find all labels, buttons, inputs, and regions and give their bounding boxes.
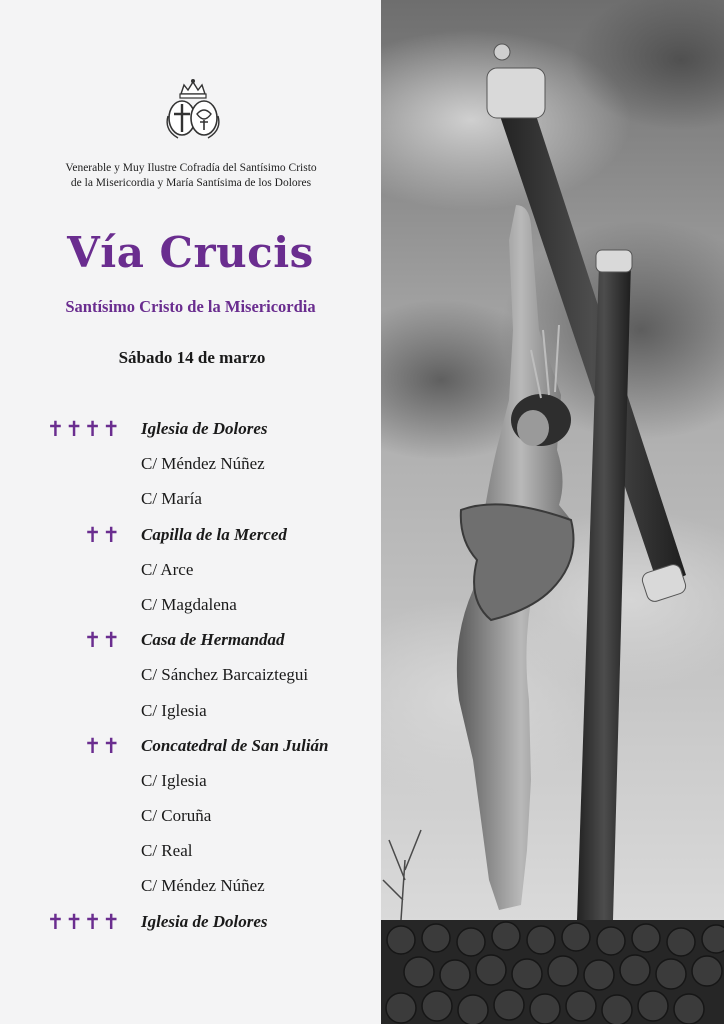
route-stop-name: Concatedral de San Julián bbox=[141, 735, 329, 755]
route-stop-name: C/ Coruña bbox=[141, 806, 212, 826]
event-date: Sábado 14 de marzo bbox=[118, 348, 266, 367]
route-street bbox=[0, 659, 381, 694]
route-station bbox=[0, 413, 381, 448]
route-stop-name: C/ María bbox=[141, 489, 202, 509]
route-station bbox=[0, 906, 381, 941]
route-stop-name: Iglesia de Dolores bbox=[141, 911, 268, 931]
page-title: Vía Crucis bbox=[67, 228, 314, 277]
brotherhood-name bbox=[20, 161, 362, 191]
route-street bbox=[0, 800, 381, 835]
crucifix-photo-image bbox=[381, 0, 724, 1024]
route-street bbox=[0, 695, 381, 730]
route-stop-name: C/ Real bbox=[141, 841, 193, 861]
route-street bbox=[0, 589, 381, 624]
route-stop-name: C/ Méndez Núñez bbox=[141, 454, 265, 474]
page-subtitle: Santísimo Cristo de la Misericordia bbox=[65, 297, 316, 316]
route-stop-name: Capilla de la Merced bbox=[141, 524, 287, 544]
route-stop-name: C/ Iglesia bbox=[141, 770, 207, 790]
route-stop-name: C/ Arce bbox=[141, 559, 194, 579]
cross-icon: ✝✝✝✝ bbox=[46, 909, 121, 934]
route-street bbox=[0, 835, 381, 870]
route-stop-name: C/ Sánchez Barcaiztegui bbox=[141, 665, 309, 685]
route-street bbox=[0, 483, 381, 518]
route-stop-name: Casa de Hermandad bbox=[141, 630, 285, 650]
route-street bbox=[0, 554, 381, 589]
crucifix-photo bbox=[381, 0, 724, 1024]
route-street bbox=[0, 765, 381, 800]
brotherhood-name-line1: Venerable y Muy Ilustre Cofradía del Santísimo Cristo bbox=[65, 162, 317, 174]
route-station bbox=[0, 730, 381, 765]
route-stop-name: Iglesia de Dolores bbox=[141, 419, 268, 438]
route-stop-name: C/ Méndez Núñez bbox=[141, 876, 265, 896]
cross-icon: ✝✝ bbox=[83, 522, 121, 547]
route-street bbox=[0, 448, 381, 483]
route-station bbox=[0, 624, 381, 659]
cross-icon: ✝✝ bbox=[83, 628, 121, 653]
brotherhood-name-line2: de la Misericordia y María Santísima de los Dolores bbox=[70, 177, 312, 189]
route-stop-name: C/ Iglesia bbox=[141, 700, 207, 720]
route-stop-name: C/ Magdalena bbox=[141, 594, 237, 614]
brotherhood-crest-icon bbox=[162, 76, 224, 142]
cross-icon: ✝✝ bbox=[83, 733, 121, 758]
route-station bbox=[0, 519, 381, 554]
route-list bbox=[0, 413, 381, 941]
route-street bbox=[0, 870, 381, 905]
cross-icon: ✝✝✝✝ bbox=[46, 417, 121, 441]
